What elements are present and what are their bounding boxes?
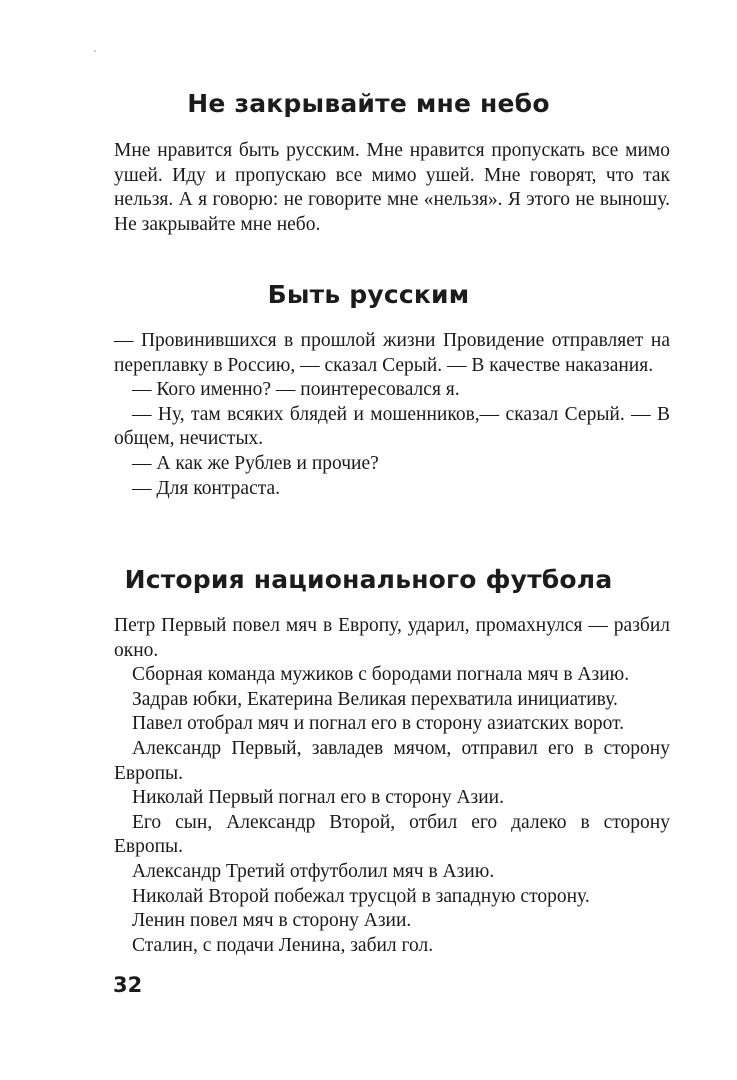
paragraph: Задрав юбки, Екатерина Великая перехватила инициативу.	[132, 688, 618, 710]
section-title-ne-zakryvayte: Не закрывайте мне небо	[187, 89, 550, 118]
paragraph: Александр Первый, завладев мячом, отправил его в сторону Европы.	[114, 737, 670, 784]
paragraph: Николай Второй побежал трусцой в западную сторону.	[132, 885, 590, 907]
scan-speck	[94, 50, 96, 52]
section-body-ne-zakryvayte	[114, 139, 670, 237]
paragraph: — Ну, там всяких блядей и мошенников,— сказал Серый. — В общем, нечистых.	[114, 403, 670, 450]
paragraph: Его сын, Александр Второй, отбил его далеко в сторону Европы.	[114, 811, 670, 858]
paragraph: Петр Первый повел мяч в Европу, ударил, промахнулся — разбил окно.	[114, 615, 670, 661]
paragraph: Сталин, с подачи Ленина, забил гол.	[132, 934, 434, 956]
paragraph: — А как же Рублев и прочие?	[132, 452, 379, 474]
paragraph: Ленин повел мяч в сторону Азии.	[132, 910, 412, 932]
section-title-istoriya-futbola: История национального футбола	[124, 565, 613, 594]
paragraph: — Провинившихся в прошлой жизни Провидение отправляет на переплавку в Россию, — сказал Серый. — В качестве наказания.	[114, 330, 670, 376]
page-number: 32	[113, 973, 143, 997]
paragraph: Сборная команда мужиков с бородами погнала мяч в Азию.	[132, 664, 630, 686]
paragraph: — Для контраста.	[132, 477, 281, 499]
paragraph: Павел отобрал мяч и погнал его в сторону азиатских ворот.	[132, 713, 625, 735]
paragraph: — Кого именно? — поинтересовался я.	[132, 379, 460, 401]
paragraph: Николай Первый погнал его в сторону Азии.	[132, 787, 504, 809]
section-body-byt-russkim	[114, 329, 670, 501]
section-body-istoriya-futbola	[114, 614, 670, 958]
section-title-byt-russkim: Быть русским	[267, 280, 470, 309]
paragraph: Мне нравится быть русским. Мне нравится пропускать все мимо ушей. Иду и пропускаю все мимо ушей. Мне говорят, что так нельзя. А я говорю: не говорите мне «нельзя». Я этого не выношу. Не закрывайте мне небо.	[114, 140, 670, 235]
paragraph: Александр Третий отфутболил мяч в Азию.	[132, 860, 495, 882]
